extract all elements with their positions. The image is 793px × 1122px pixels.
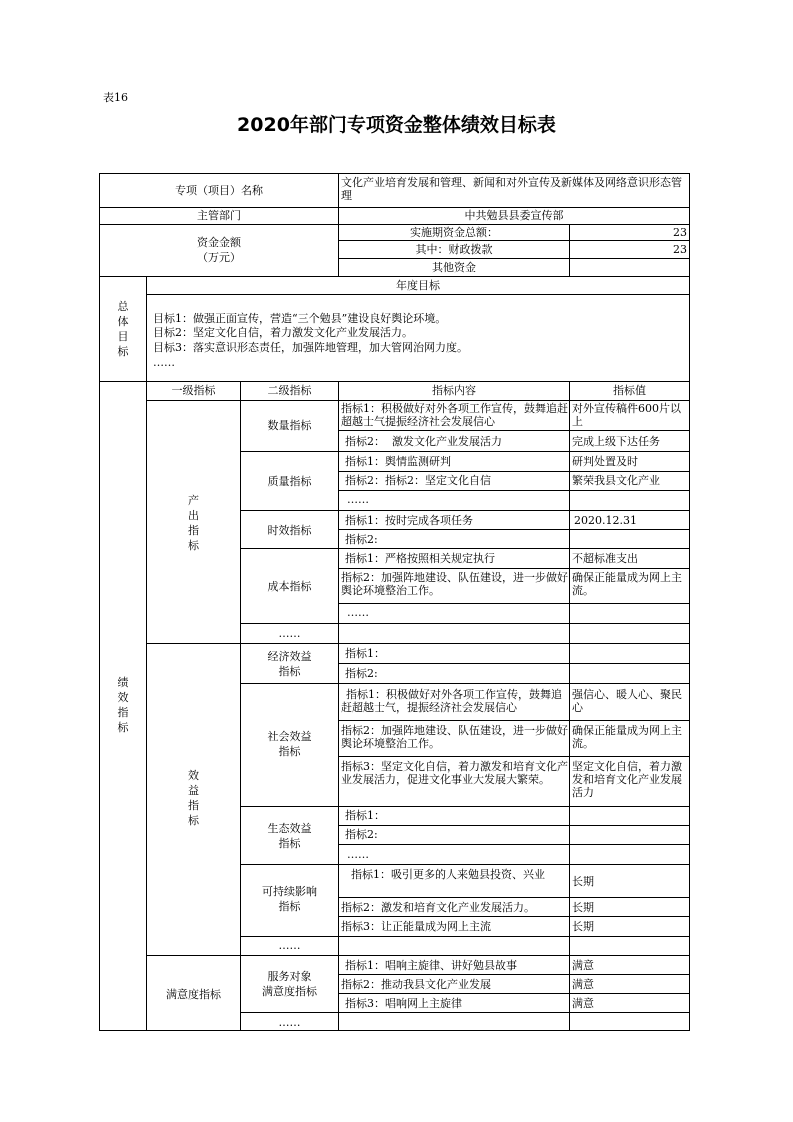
col-header-level1: 一级指标 [171,384,216,397]
quantity-row-2-content: 指标2： 激发文化产业发展活力 [345,435,502,448]
project-name-value: 文化产业培育发展和管理、新闻和对外宣传及新媒体及网络意识形态管理 [341,176,682,202]
economic-benefit-label: 经济效益 指标 [267,650,312,678]
sustainable-row-3-content: 指标3：让正能量成为网上主流 [341,920,491,933]
satisfaction-row-3-content: 指标3：唱响网上主旋律 [345,997,462,1010]
satisfaction-row-1-content: 指标1：唱响主旋律、讲好勉县故事 [345,959,517,972]
cost-row-1-value: 不超标准支出 [572,552,638,565]
quantity-row-1-value: 对外宣传稿件600片以上 [572,402,681,428]
ecological-benefit-label: 生态效益 指标 [267,822,312,850]
social-row-1-content: 指标1：积极做好对外各项工作宣传，鼓舞追赶超越士气，提振经济社会发展信心 [341,688,562,714]
sustainable-row-2-content: 指标2：激发和培育文化产业发展活力。 [341,901,535,914]
project-name-label: 专项（项目）名称 [175,184,263,197]
sustainable-row-2-value: 长期 [572,901,594,914]
quantity-indicator-label: 数量指标 [267,419,312,432]
cost-row-1-content: 指标1：严格按照相关规定执行 [345,552,495,565]
quality-row-3-ellipsis: …… [347,493,369,506]
dept-value: 中共勉县县委宣传部 [464,209,564,222]
sustainable-row-1-content: 指标1：吸引更多的人来勉县投资、兴业 [351,868,545,881]
social-benefit-label: 社会效益 指标 [267,730,312,758]
col-header-level2: 二级指标 [267,384,312,397]
economic-row-2-content: 指标2: [345,667,378,680]
goal-line-1: 目标1：做强正面宣传，营造“三个勉县”建设良好舆论环境。 [153,312,447,325]
quality-row-2-value: 繁荣我县文化产业 [572,474,660,487]
social-row-3-value: 坚定文化自信，着力激发和培育文化产业发展活力 [572,760,682,799]
total-funds-label: 实施期资金总额： [410,226,498,239]
cost-row-2-content: 指标2：加强阵地建设、队伍建设，进一步做好舆论环境整治工作。 [341,571,568,597]
quality-row-1-value: 研判处置及时 [572,455,638,468]
quality-row-2-content: 指标2：指标2：坚定文化自信 [345,474,491,487]
annual-goal-header: 年度目标 [396,279,440,292]
satisfaction-row-2-content: 指标2：推动我县文化产业发展 [341,978,491,991]
service-satisfaction-label: 服务对象 满意度指标 [262,970,317,998]
quality-indicator-label: 质量指标 [267,475,312,488]
col-header-value: 指标值 [613,384,646,397]
table-number-label: 表16 [103,91,128,104]
satisfaction-row-3-value: 满意 [572,997,594,1010]
goal-line-3: 目标3：落实意识形态责任，加强阵地管理，加大管网治网力度。 [153,341,468,354]
satisfaction-row-2-value: 满意 [572,978,594,991]
goal-line-2: 目标2：坚定文化自信，着力激发文化产业发展活力。 [153,326,413,339]
fiscal-funds-value: 23 [673,243,687,256]
total-funds-value: 23 [673,226,687,239]
cost-indicator-label: 成本指标 [267,580,312,593]
social-row-1-value: 强信心、暖人心、聚民心 [572,688,682,714]
economic-row-1-content: 指标1： [345,647,385,660]
ecological-row-1-content: 指标1： [345,809,385,822]
timeliness-indicator-label: 时效指标 [267,524,312,537]
satisfaction-row-1-value: 满意 [572,959,594,972]
satisfaction-more-ellipsis: …… [278,1016,301,1029]
quality-row-1-content: 指标1：舆情监测研判 [345,455,451,468]
ecological-row-2-content: 指标2: [345,828,378,841]
benefit-more-ellipsis: …… [278,939,301,952]
ecological-row-3-ellipsis: …… [347,848,369,861]
benefit-indicators-label: 效 益 指 标 [188,769,199,827]
sustainable-impact-label: 可持续影响 指标 [262,885,317,913]
social-row-2-content: 指标2：加强阵地建设、队伍建设，进一步做好舆论环境整治工作。 [341,724,568,750]
funds-unit-label: （万元） [197,251,241,264]
goal-line-ellipsis: …… [153,356,175,369]
timeliness-row-1-value: 2020.12.31 [574,514,637,527]
timeliness-row-1-content: 指标1：按时完成各项任务 [345,514,473,527]
col-header-content: 指标内容 [432,384,476,397]
timeliness-row-2-content: 指标2: [345,533,378,546]
funds-label: 资金金额 [197,236,241,249]
satisfaction-indicators-label: 满意度指标 [166,988,221,1001]
quantity-row-1-content: 指标1：积极做好对外各项工作宣传，鼓舞追赶超越士气提振经济社会发展信心 [341,402,568,428]
dept-label: 主管部门 [197,209,241,222]
output-indicators-label: 产 出 指 标 [188,494,199,552]
output-more-ellipsis: …… [278,627,301,640]
cost-row-2-value: 确保正能量成为网上主流。 [572,571,682,597]
social-row-3-content: 指标3：坚定文化自信，着力激发和培育文化产业发展活力，促进文化事业大发展大繁荣。 [341,760,568,786]
sustainable-row-3-value: 长期 [572,920,594,933]
sustainable-row-1-value: 长期 [572,875,594,888]
quantity-row-2-value: 完成上级下达任务 [572,435,660,448]
page-title: 2020年部门专项资金整体绩效目标表 [237,114,556,136]
other-funds-label: 其他资金 [432,261,476,274]
performance-side-label: 绩 效 指 标 [117,676,129,734]
fiscal-funds-label: 其中：财政拨款 [415,243,493,256]
social-row-2-value: 确保正能量成为网上主流。 [572,724,682,750]
cost-row-3-ellipsis: …… [347,606,369,619]
overall-goal-side-label: 总 体 目 标 [117,300,129,358]
